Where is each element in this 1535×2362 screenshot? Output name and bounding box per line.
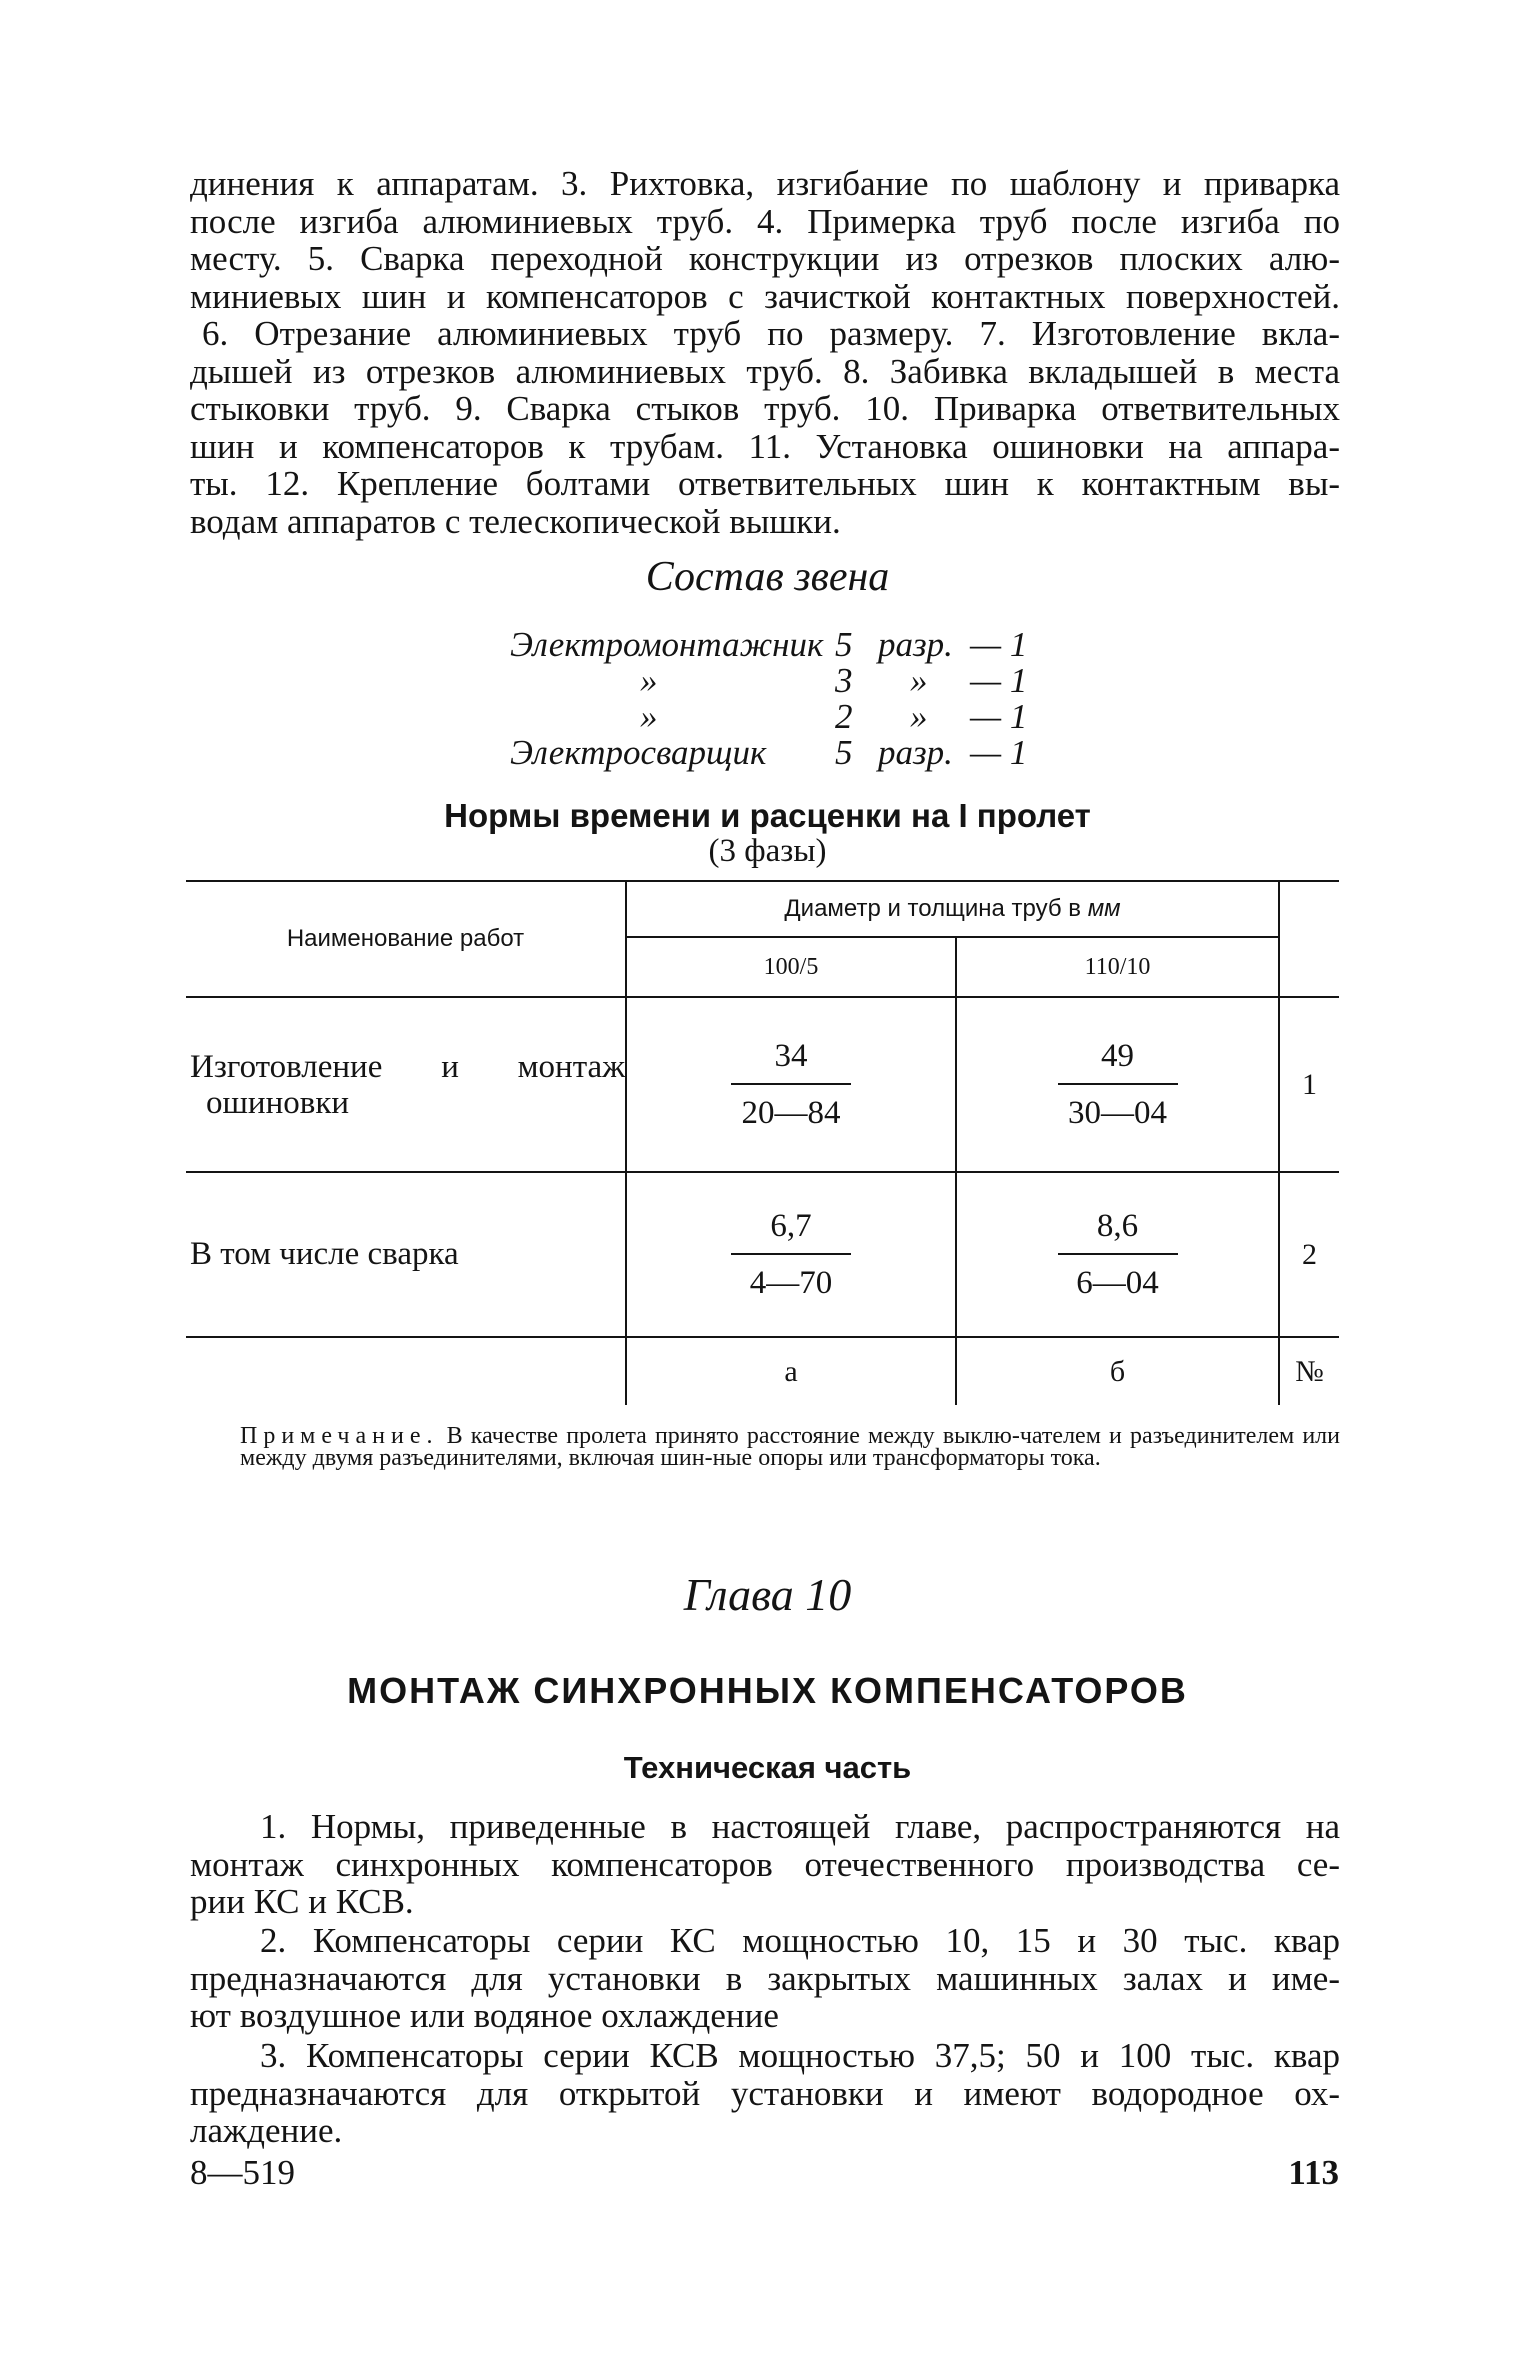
row-number: 2 [1302,1237,1318,1271]
crew-role: » [640,697,658,736]
row-number: 1 [1302,1067,1318,1101]
crew-role: » [640,661,658,700]
crew-list [510,627,1070,771]
text-line: динения к аппаратам. 3. Рихтовка, изгибание по шаблону и приварка [190,164,1340,203]
text-line: после изгиба алюминиевых труб. 4. Примерка труб после изгиба по [190,201,1340,241]
table-row [186,1172,1339,1337]
norms-subtitle: (3 фазы) [708,833,827,869]
work-name: В том числе сварка [190,1236,459,1272]
text-line: водам аппаратов с телескопической вышки. [190,501,841,541]
time-norm-value: 49 [1058,1038,1178,1085]
paragraph-1 [190,1808,1340,1921]
text-line: ют воздушное или водяное охлаждение [190,1996,779,2035]
paragraph-2 [190,1922,1340,2035]
work-name-header-label: Наименование работ [286,925,525,952]
text-line: ты. 12. Крепление болтами ответвительных шин к контактным вы- [190,464,1340,503]
text-line: 3. Компенсаторы серии КСВ мощностью 37,5; 50 и 100 тыс. квар [260,2036,1340,2075]
work-name-cell [186,1172,626,1337]
value-cell-a [626,1172,956,1337]
size-header-a [626,937,956,997]
crew-role: Электросварщик [510,733,767,772]
paragraph-3 [190,2037,1340,2150]
size-label: 110/10 [1084,953,1151,980]
text-line: 6. Отрезание алюминиевых труб по размеру. 7. Изготовление вкла- [202,314,1340,353]
crew-grade: 3 [835,661,853,700]
crew-unit: » [910,697,928,736]
crew-row [510,735,1070,771]
printer-signature: 8—519 [190,2153,295,2192]
intro-paragraph [190,165,1340,540]
number-header-cell [1279,881,1339,997]
note-label: Примечание. [240,1423,439,1449]
diameter-header-unit: мм [1087,895,1121,922]
column-letter: б [1109,1354,1126,1388]
text-line: предназначаются для открытой установки и имеют водородное ох- [190,2073,1340,2113]
text-line: рии КС и КСВ. [190,1882,414,1921]
number-label: № [1295,1354,1324,1388]
value-cell-b [956,1172,1279,1337]
text-line: лаждение. [190,2111,343,2150]
text-line: 2. Компенсаторы серии КС мощностью 10, 15 и 30 тыс. квар [260,1921,1340,1960]
size-label: 100/5 [763,953,819,980]
crew-grade: 2 [835,697,853,736]
crew-unit: » [910,661,928,700]
crew-count: — 1 [970,625,1028,664]
text-line: миниевых шин и компенсаторов с зачисткой контактных поверхностей. [190,276,1340,316]
table-footer-row [186,1337,1339,1405]
crew-count: — 1 [970,733,1028,772]
crew-unit: разр. [878,733,953,772]
text-line: стыковки труб. 9. Сварка стыков труб. 10. Приварка ответвительных [190,389,1340,428]
section-title: Техническая часть [623,1750,912,1785]
crew-grade: 5 [835,625,853,664]
text-line: монтаж синхронных компенсаторов отечественного производства се- [190,1844,1340,1884]
rate-value: 20—84 [741,1094,841,1131]
crew-count: — 1 [970,697,1028,736]
norms-title: Нормы времени и расценки на I пролет [444,797,1091,834]
chapter-label: Глава 10 [683,1569,852,1620]
work-name: Изготовление и монтаж [190,1048,625,1085]
number-label-cell [1279,1337,1339,1405]
footer-empty-cell [186,1337,626,1405]
time-norm-value: 6,7 [731,1208,851,1255]
text-line: 1. Нормы, приведенные в настоящей главе, распространяются на [260,1807,1340,1846]
chapter-title: МОНТАЖ СИНХРОННЫХ КОМПЕНСАТОРОВ [347,1670,1188,1711]
value-cell-a [626,997,956,1172]
row-number-cell [1279,1172,1339,1337]
text-line: предназначаются для установки в закрытых машинных залах и име- [190,1958,1340,1998]
crew-count: — 1 [970,661,1028,700]
rate-value: 6—04 [1076,1264,1159,1301]
crew-role: Электромонтажник [510,625,824,664]
crew-grade: 5 [835,733,853,772]
table-row [186,997,1339,1172]
rate-value: 30—04 [1068,1094,1167,1131]
work-name-header [186,881,626,997]
note-text: В качестве пролета принято расстояние между выклю-чателем и разъединителем или между двумя разъединителями, включая шин-ные опоры или трансформаторы тока. [240,1423,1341,1471]
diameter-header [626,881,1279,937]
rate-value: 4—70 [749,1264,833,1301]
row-number-cell [1279,997,1339,1172]
crew-row [510,699,1070,735]
text-line: шин и компенсаторов к трубам. 11. Установка ошиновки на аппара- [190,426,1340,466]
column-letter-a [626,1337,956,1405]
time-norm-value: 8,6 [1058,1208,1178,1255]
norms-table [186,880,1339,1405]
time-norm-value: 34 [731,1038,851,1085]
text-line: дышей из отрезков алюминиевых труб. 8. Забивка вкладышей в места [190,351,1340,391]
table-note [240,1425,1340,1469]
crew-row [510,627,1070,663]
column-letter: а [784,1354,798,1388]
diameter-header-label: Диаметр и толщина труб в [784,895,1082,922]
work-name-cont: ошиновки [206,1084,350,1121]
value-cell-b [956,997,1279,1172]
table-header-row [186,881,1339,937]
crew-title: Состав звена [645,554,890,600]
page-number: 113 [1288,2153,1339,2192]
crew-row [510,663,1070,699]
size-header-b [956,937,1279,997]
column-letter-b [956,1337,1279,1405]
work-name-cell [186,997,626,1172]
text-line: месту. 5. Сварка переходной конструкции из отрезков плоских алю- [190,239,1340,278]
crew-unit: разр. [878,625,953,664]
